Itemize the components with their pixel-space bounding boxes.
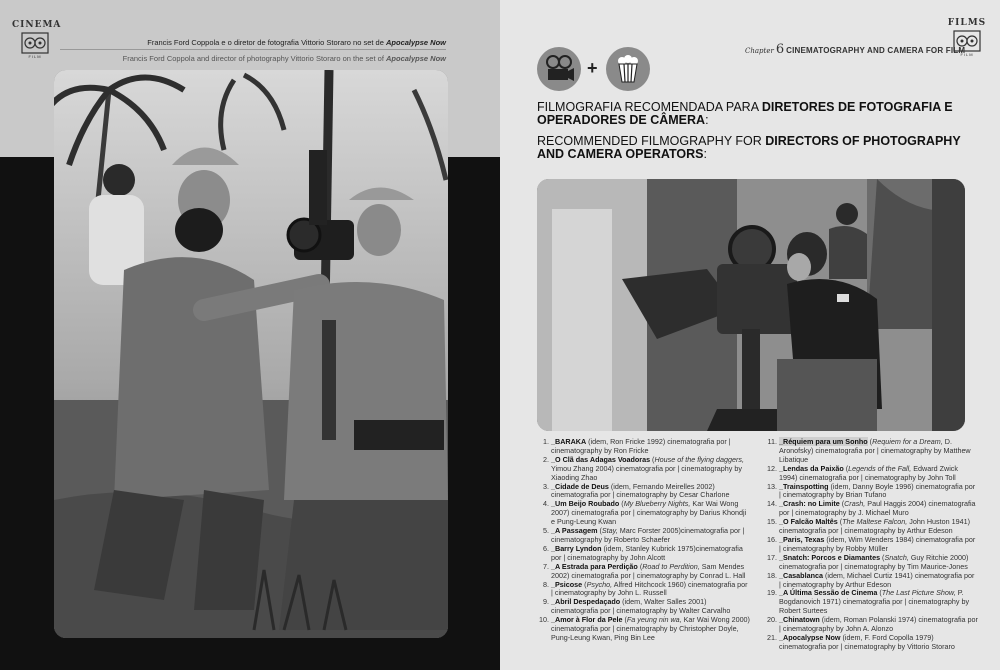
photo-illustration <box>54 70 448 638</box>
film-list <box>537 438 750 643</box>
film-credit: (idem, Wim Wenders 1984) cinematografia por | cinematography by Robby Müller <box>779 534 976 553</box>
film-original-title: Legends of the Fall, <box>848 463 912 473</box>
film-title: _Amor à Flor da Pele <box>551 615 623 625</box>
film-credit: Yimou Zhang 2004) cinematografia por | cinematography by Xiaoding Zhao <box>551 463 742 482</box>
film-number: 4. <box>543 499 549 509</box>
film-number: 6. <box>543 543 549 553</box>
film-credit: John Huston 1941) cinematografia por | cinematography by Arthur Edeson <box>779 517 970 536</box>
heading-portuguese: FILMOGRAFIA RECOMENDADA PARA DIRETORES DE FOTOGRAFIA E OPERADORES DE CÂMERA: <box>537 100 953 127</box>
film-credit: Edward Zwick 1994) cinematografia por | cinematography by John Toll <box>779 463 958 482</box>
chapter-title: CINEMATOGRAPHY AND CAMERA FOR FILM <box>786 46 966 55</box>
filmography-list-col1 <box>537 438 750 643</box>
film-list-item: 4. _Um Beijo Roubado (My Blueberry Nights, Kar Wai Wong 2007) cinematografia por | cinematography by Darius Khondji e Pung-Leung Kwan <box>537 500 750 527</box>
film-credit: (idem, Ron Fricke 1992) cinematografia por | cinematography by Ron Fricke <box>551 437 731 455</box>
film-credit: P. Bogdanovich 1971) cinematografia por | cinematography by Robert Surtees <box>779 588 970 616</box>
film-title: _A Última Sessão de Cinema <box>779 588 878 598</box>
film-credit: Marc Forster 2005)cinematografia por | cinematography by Roberto Schaefer <box>551 526 745 544</box>
film-list-item: 19. _A Última Sessão de Cinema (The Last Picture Show, P. Bogdanovich 1971) cinematografia por | cinematography by Robert Surtees <box>767 588 970 616</box>
film-original-title: Road to Perdition, <box>642 561 700 571</box>
film-credit: (idem, Roman Polanski 1974) cinematografia por | cinematography by John A. Alonzo <box>779 615 978 634</box>
camera-operator-photo <box>537 179 965 431</box>
film-list-item: 15. _O Falcão Maltês (The Maltese Falcon, John Huston 1941) cinematografia por | cinematography by Arthur Edeson <box>767 517 970 536</box>
film-list <box>765 438 978 652</box>
film-list-item: 17. _Snatch: Porcos e Diamantes (Snatch, Guy Ritchie 2000) cinematografia por | cinematography by Tim Maurice-Jones <box>767 552 969 571</box>
chapter-number: 6 <box>775 42 785 57</box>
film-title: _Apocalypse Now <box>779 632 841 642</box>
film-number: 16. <box>767 534 777 544</box>
film-number: 19. <box>767 588 777 598</box>
film-number: 5. <box>543 526 549 536</box>
film-credit: Kar Wai Wong 2000) cinematografia por | cinematography by Christopher Doyle, Pung-Leung Kwan, Ping Bin Lee <box>551 615 750 642</box>
logo-subword: FILM <box>960 52 974 57</box>
film-title: _Lendas da Paixão <box>779 463 844 473</box>
popcorn-icon <box>606 47 650 91</box>
film-list-item: 2. _O Clã das Adagas Voadoras (House of the flying daggers, Yimou Zhang 2004) cinematografia por | cinematography by Xiaoding Zhao <box>537 456 750 483</box>
photo-illustration <box>537 179 965 431</box>
caption-english: Francis Ford Coppola and director of photography Vittorio Storaro on the set of Apocalypse Now <box>122 54 446 63</box>
film-original-title: Crash, <box>844 499 866 509</box>
film-original-title: The Last Picture Show, <box>881 588 956 598</box>
logo-word: FILMS <box>947 18 987 28</box>
film-list-item <box>537 483 750 501</box>
film-number: 9. <box>543 597 549 607</box>
caption-portuguese: Francis Ford Coppola e o diretor de fotografia Vittorio Storaro no set de Apocalypse Now <box>147 38 446 47</box>
film-title: _Cidade de Deus <box>551 481 609 491</box>
plus-sign: + <box>587 58 598 78</box>
film-list-item: 11. _Réquiem para um Sonho (Requiem for a Dream, D. Aronofsky) cinematografia por | cinematography by Matthew Libatique <box>765 438 978 465</box>
film-title: _O Clã das Adagas Voadoras <box>551 454 651 464</box>
film-original-title: Requiem for a Dream, <box>872 437 943 446</box>
film-credit: Paul Haggis 2004) cinematografia por | cinematography by J. Michael Muro <box>779 499 976 518</box>
chapter-label: Chapter <box>745 47 774 55</box>
film-list-item <box>765 616 978 634</box>
film-list-item <box>765 483 978 501</box>
film-title: _O Falcão Maltês <box>779 517 838 527</box>
film-number: 13. <box>767 481 777 491</box>
film-original-title: Stay, <box>601 526 618 536</box>
film-credit: (idem, Danny Boyle 1996) cinematografia por | cinematography by Brian Tufano <box>779 481 976 500</box>
film-list-item <box>537 598 750 616</box>
film-title: _Psicose <box>551 579 583 589</box>
coppola-storaro-photo <box>54 70 448 638</box>
film-original-title: The Maltese Falcon, <box>842 517 908 527</box>
film-number: 17. <box>767 552 777 562</box>
caption-film-title: Apocalypse Now <box>385 54 446 63</box>
film-number: 2. <box>543 454 549 464</box>
film-credit: Guy Ritchie 2000) cinematografia por | cinematography by Tim Maurice-Jones <box>779 552 969 571</box>
film-original-title: Psycho, <box>586 579 613 589</box>
film-credit: Kar Wai Wong 2007) cinematografia por | cinematography by Darius Khondji e Pung-Leung Kwan <box>551 499 747 527</box>
film-list-item: 8. _Psicose (Psycho, Alfred Hitchcock 1960) cinematografia por | cinematography by John L. Russell <box>537 581 750 599</box>
film-original-title: Snatch, <box>884 552 909 562</box>
film-credit: Alfred Hitchcock 1960) cinematografia por | cinematography by John L. Russell <box>551 579 748 598</box>
logo-word: CINEMA <box>12 20 62 30</box>
filmography-list-col2 <box>765 438 978 652</box>
film-original-title: House of the flying daggers, <box>654 454 744 464</box>
film-title: _Um Beijo Roubado <box>551 499 620 509</box>
heading-english: RECOMMENDED FILMOGRAPHY FOR DIRECTORS OF PHOTOGRAPHY AND CAMERA OPERATORS: <box>537 134 961 161</box>
film-title: _A Estrada para Perdição <box>551 561 638 571</box>
film-credit: D. Aronofsky) cinematografia por | cinematography by Matthew Libatique <box>779 437 971 464</box>
film-number: 1. <box>543 437 549 446</box>
film-title: _Crash: no Limite <box>779 499 840 509</box>
film-list-item <box>765 536 978 554</box>
film-credit: (idem, Walter Salles 2001) cinematografia por | cinematography by Walter Carvalho <box>551 597 731 616</box>
film-projector-icon <box>537 47 581 91</box>
film-title: _BARAKA <box>551 437 587 446</box>
film-credit: (idem, Fernando Meirelles 2002) cinematografia por | cinematography by Cesar Charlone <box>551 481 730 500</box>
film-title: _Abril Despedaçado <box>551 597 621 607</box>
film-title: _Casablanca <box>779 570 823 580</box>
film-list-item <box>765 572 978 590</box>
film-list-item: 7. _A Estrada para Perdição (Road to Perdition, Sam Mendes 2002) cinematografia por | cinematography by Conrad L. Hall <box>537 563 750 581</box>
film-title: _A Passagem <box>551 526 598 536</box>
film-number: 10. <box>539 615 549 625</box>
film-number: 21. <box>767 632 777 642</box>
film-list-item: 14. _Crash: no Limite (Crash, Paul Haggis 2004) cinematografia por | cinematography by J. Michael Muro <box>767 499 976 518</box>
film-list-item: 5. _A Passagem (Stay, Marc Forster 2005)cinematografia por | cinematography by Roberto Schaefer <box>537 527 750 545</box>
film-title: _Snatch: Porcos e Diamantes <box>779 552 881 562</box>
film-reel-icon <box>21 32 49 54</box>
film-number: 8. <box>543 579 549 589</box>
cinema-logo <box>12 20 62 59</box>
film-list-item <box>537 545 750 563</box>
film-list-item <box>537 438 750 456</box>
film-credit: (idem, Stanley Kubrick 1975)cinematografia por | cinematography by John Alcott <box>551 543 743 562</box>
film-number: 3. <box>543 481 549 491</box>
film-title: _Réquiem para um Sonho <box>779 437 868 446</box>
logo-subword: FILM <box>28 54 42 59</box>
film-number: 14. <box>767 499 777 509</box>
chapter-header <box>745 40 965 58</box>
film-title: _Paris, Texas <box>779 534 825 544</box>
film-credit: (idem, F. Ford Copolla 1979) cinematografia por | cinematography by Vittorio Storaro <box>779 632 955 651</box>
film-title: _Barry Lyndon <box>551 543 602 553</box>
film-list-item: 10. _Amor à Flor da Pele (Fa yeung nin wa, Kar Wai Wong 2000) cinematografia por | cinematography by Christopher Doyle, Pung-Leung Kwan, Ping Bin Lee <box>539 615 750 642</box>
film-number: 20. <box>767 615 777 625</box>
film-list-item <box>765 634 978 652</box>
film-number: 11. <box>767 437 777 446</box>
film-credit: Sam Mendes 2002) cinematografia por | cinematography by Conrad L. Hall <box>551 561 746 580</box>
film-list-item: 12. _Lendas da Paixão (Legends of the Fall, Edward Zwick 1994) cinematografia por | cinematography by John Toll <box>767 463 958 482</box>
caption-film-title: Apocalypse Now <box>385 38 446 47</box>
film-number: 18. <box>767 570 777 580</box>
film-number: 15. <box>767 517 777 527</box>
film-credit: (idem, Michael Curtiz 1941) cinematografia por | cinematography by Arthur Edeson <box>779 570 975 589</box>
film-title: _Chinatown <box>779 615 820 625</box>
film-title: _Trainspotting <box>779 481 829 491</box>
film-number: 12. <box>767 463 777 473</box>
film-original-title: My Blueberry Nights, <box>623 499 691 509</box>
film-original-title: Fa yeung nin wa, <box>626 615 682 625</box>
film-number: 7. <box>543 561 549 571</box>
caption-divider <box>60 49 446 50</box>
